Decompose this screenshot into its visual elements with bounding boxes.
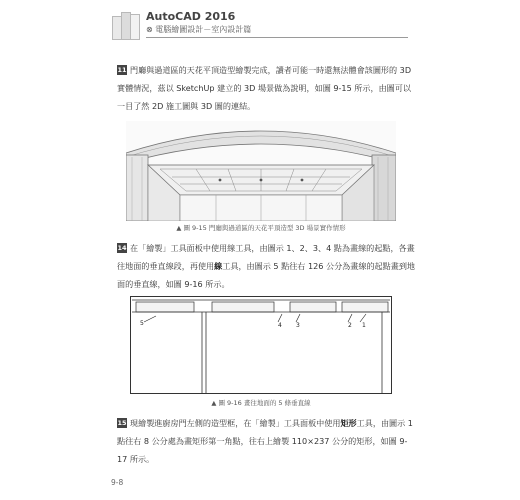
figure-9-16-caption: ▲ 圖 9-16 畫往地面的 5 條垂直線 (211, 399, 311, 407)
book-title: AutoCAD 2016 (146, 10, 236, 23)
step-15-paragraph: 15 現繪製進廚房門左側的造型框，在「繪製」工具面板中使用矩形工具，由圖示 1 點往右 8 公分處為畫矩形第一角點，往右上繪製 110×237 公分的矩形，如圖 9-17 所示。 (117, 418, 413, 464)
point-label-2: 2 (348, 322, 352, 329)
step-number-badge: 15 (117, 419, 127, 427)
elevation-vertical-lines-drawing (130, 296, 392, 394)
book-subtitle: ⊗ 電腦繪圖設計－室內設計篇 (146, 25, 252, 34)
point-label-1: 1 (362, 322, 366, 329)
page-number: 9-8 (111, 478, 124, 487)
point-label-5: 5 (140, 320, 144, 327)
step-11-paragraph (117, 61, 417, 115)
point-label-3: 3 (296, 322, 300, 329)
figure-9-15-caption: ▲ 圖 9-15 門廳與過道區的天花平頂造型 3D 場景實作情形 (176, 224, 346, 232)
header-rule (146, 37, 408, 38)
point-label-4: 4 (278, 322, 282, 329)
book-stack-icon (112, 10, 142, 40)
ceiling-3d-render-image (126, 121, 396, 221)
chapter-header (112, 8, 408, 48)
rectangle-tool-keyword: 矩形 (340, 418, 357, 428)
step-number-badge: 14 (117, 244, 127, 252)
step-11-text: 門廳與過道區的天花平頂造型繪製完成，讀者可能一時還無法體會該圖形的 3D 實體情況，茲以 SketchUp 建立的 3D 場景做為說明，如圖 9-15 所示，由圖可以一目了然 2D 施工圖與 3D 圖的連結。 (117, 65, 412, 111)
line-tool-keyword: 線 (214, 261, 223, 271)
step-14-paragraph: 14 在「繪製」工具面板中使用線工具，由圖示 1、2、3、4 點為畫線的起點，各畫往地面的垂直線段，再使用線工具，由圖示 5 點往右 126 公分為畫線的起點畫到地面的垂直線，如圖 9-16 所示。 (117, 243, 416, 289)
step-number-badge: 11 (117, 66, 127, 74)
